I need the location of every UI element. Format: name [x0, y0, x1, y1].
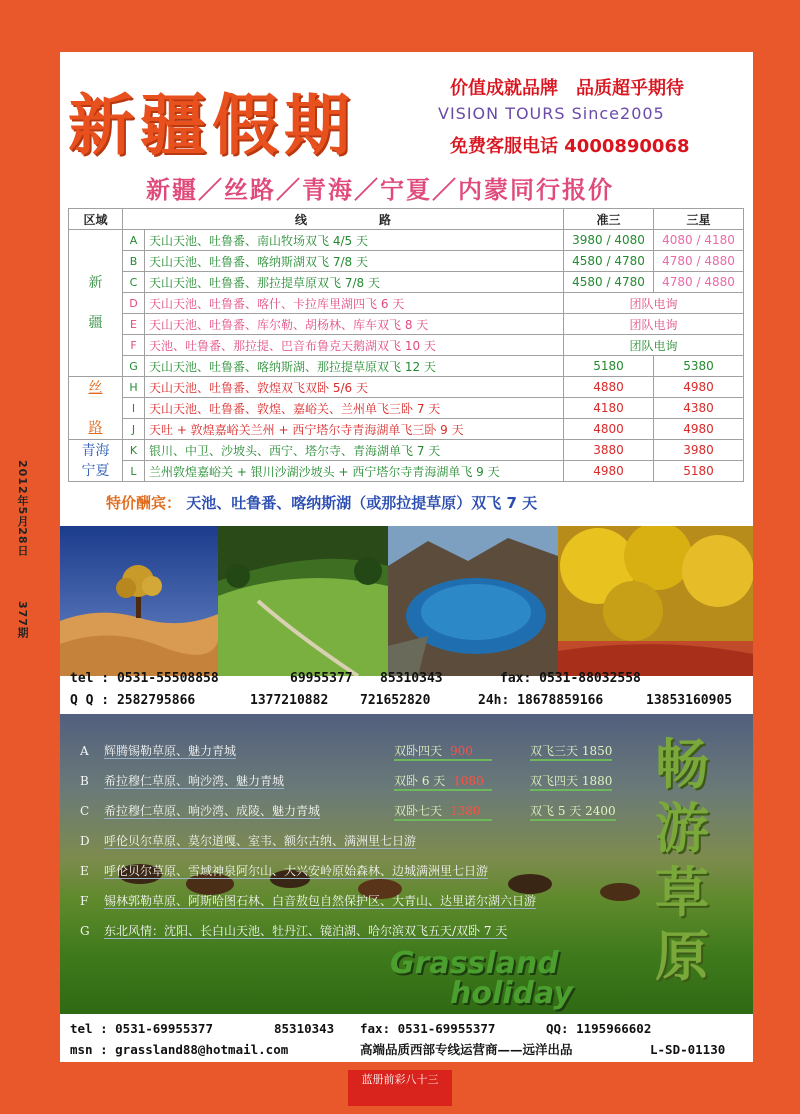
tel-5: 85310343 [274, 1021, 335, 1036]
side-issue: 377期 [16, 601, 29, 640]
price-p4: 4980 [654, 419, 744, 440]
header-route: 线 路 [123, 209, 564, 230]
price-p3: 5180 [564, 356, 654, 377]
lake-photo [388, 526, 558, 676]
table-row [69, 419, 744, 440]
price-p3: 4580 / 4780 [564, 251, 654, 272]
route-code: D [123, 293, 145, 314]
grassland-price-c: 双飞四天 1880 [530, 772, 612, 791]
price-p4: 4780 / 4880 [654, 272, 744, 293]
route-code: F [123, 335, 145, 356]
route-name: 天山天池、吐鲁番、库尔勒、胡杨林、库车双飞 8 天 [145, 314, 564, 335]
price-p3: 4980 [564, 461, 654, 482]
price-p4: 5180 [654, 461, 744, 482]
photo-strip [60, 526, 753, 676]
table-row [69, 440, 744, 461]
grassland-item [80, 922, 507, 939]
operator-note: 高端品质西部专线运营商——远洋出品 [360, 1042, 573, 1057]
grassland-item-key: C [80, 804, 90, 818]
route-name: 天山天池、吐鲁番、喀纳斯湖双飞 7/8 天 [145, 251, 564, 272]
route-name: 天吐 + 敦煌嘉峪关兰州 + 西宁塔尔寺青海湖单飞三卧 9 天 [145, 419, 564, 440]
msn: msn : grassland88@hotmail.com [70, 1042, 289, 1057]
price-merged: 团队电询 [564, 293, 744, 314]
header-region: 区域 [69, 209, 123, 230]
grassland-item-text: 希拉穆仁草原、响沙湾、成陵、魅力青城 [104, 804, 321, 818]
header [60, 52, 753, 202]
table-row [69, 272, 744, 293]
route-code: B [123, 251, 145, 272]
price-p3: 3980 / 4080 [564, 230, 654, 251]
price-type: 双卧 6 天 [394, 774, 446, 788]
qq-1: Q Q : 2582795866 [70, 693, 196, 708]
hotline: 免费客服电话 4000890068 [450, 136, 690, 157]
grassland-item-key: B [80, 774, 89, 788]
grassland-item-key: G [80, 924, 90, 938]
table-row [69, 251, 744, 272]
price-p4: 4980 [654, 377, 744, 398]
grassland-item [80, 742, 236, 759]
grassland-item-text: 锡林郭勒草原、阿斯哈图石林、白音敖包自然保护区、大青山、达里诺尔湖六日游 [104, 894, 537, 908]
table-header-row [69, 209, 744, 230]
route-code: L [123, 461, 145, 482]
qq-4: QQ: 1195966602 [546, 1021, 652, 1036]
grassland-price-a [394, 802, 492, 821]
price-p3: 3880 [564, 440, 654, 461]
license-code: L-SD-01130 [650, 1042, 726, 1057]
route-code: H [123, 377, 145, 398]
grassland-item [80, 892, 536, 909]
table-row [69, 230, 744, 251]
price-value: 1080 [453, 774, 484, 788]
grassland-item [80, 862, 488, 879]
grassland-item-text: 希拉穆仁草原、响沙湾、魅力青城 [104, 774, 285, 788]
header-p3: 准三 [564, 209, 654, 230]
table-row [69, 293, 744, 314]
price-p4: 4780 / 4880 [654, 251, 744, 272]
route-name: 天池、吐鲁番、那拉提、巴音布鲁克天鹅湖双飞 10 天 [145, 335, 564, 356]
brand-logo-text: VISION TOURS Since2005 [438, 104, 665, 123]
grassland-item-key: E [80, 864, 89, 878]
price-p4: 4080 / 4180 [654, 230, 744, 251]
grassland-item-key: F [80, 894, 89, 908]
grassland-en-2: holiday [450, 976, 573, 1011]
table-row [69, 461, 744, 482]
fax-2: fax: 0531-69955377 [360, 1021, 496, 1036]
route-name: 天山天池、吐鲁番、喀什、卡拉库里湖四飞 6 天 [145, 293, 564, 314]
table-row [69, 356, 744, 377]
route-code: K [123, 440, 145, 461]
route-code: G [123, 356, 145, 377]
region-cell: 新 疆 [69, 230, 123, 377]
route-code: A [123, 230, 145, 251]
side-date-issue [14, 460, 30, 639]
grassland-item-text: 东北风情：沈阳、长白山天池、牡丹江、镜泊湖、哈尔滨双飞五天/双卧 7 天 [104, 924, 508, 938]
tel-1: tel : 0531-55508858 [70, 671, 219, 686]
grassland-item [80, 832, 416, 849]
table-row [69, 335, 744, 356]
price-value: 900 [450, 744, 473, 758]
price-table [68, 208, 744, 482]
price-p4: 4380 [654, 398, 744, 419]
grassland-price-a [394, 742, 492, 761]
price-merged: 团队电询 [564, 314, 744, 335]
price-type: 双卧七天 [394, 804, 443, 818]
price-p3: 4800 [564, 419, 654, 440]
grassland-en-1: Grassland [390, 946, 559, 981]
route-name: 天山天池、吐鲁番、喀纳斯湖、那拉提草原双飞 12 天 [145, 356, 564, 377]
grassland-item-key: D [80, 834, 90, 848]
grassland-vertical-title: 畅游草原 [655, 732, 709, 988]
brochure-panel [60, 52, 753, 1062]
grassland-item-key: A [80, 744, 89, 758]
tel-3: 85310343 [380, 671, 443, 686]
route-name: 兰州敦煌嘉峪关 + 银川沙湖沙坡头 + 西宁塔尔寺青海湖单飞 9 天 [145, 461, 564, 482]
header-p4: 三星 [654, 209, 744, 230]
side-date: 2012年5月28日 [16, 460, 29, 557]
valley-photo [218, 526, 388, 676]
special-label: 特价酬宾： [106, 494, 182, 512]
route-name: 天山天池、吐鲁番、敦煌双飞双卧 5/6 天 [145, 377, 564, 398]
route-name: 天山天池、吐鲁番、那拉提草原双飞 7/8 天 [145, 272, 564, 293]
tel-4: tel : 0531-69955377 [70, 1021, 213, 1036]
grassland-item [80, 802, 320, 819]
special-text: 天池、吐鲁番、喀纳斯湖（或那拉提草原）双飞 7 天 [186, 494, 538, 512]
table-row [69, 314, 744, 335]
price-value: 1380 [450, 804, 481, 818]
contact2-row2 [70, 1039, 750, 1060]
route-code: I [123, 398, 145, 419]
region-cell: 青海 宁夏 [69, 440, 123, 482]
autumn-forest-photo [558, 526, 753, 676]
grassland-item-text: 辉腾锡勒草原、魅力青城 [104, 744, 237, 758]
hotline-24h-2: 13853160905 [646, 693, 733, 708]
slogan: 价值成就品牌 品质超乎期待 [450, 78, 684, 99]
route-code: C [123, 272, 145, 293]
price-p4: 3980 [654, 440, 744, 461]
route-code: J [123, 419, 145, 440]
table-row [69, 377, 744, 398]
route-name: 天山天池、吐鲁番、南山牧场双飞 4/5 天 [145, 230, 564, 251]
price-type: 双卧四天 [394, 744, 443, 758]
hotline-24h: 24h: 18678859166 [478, 693, 604, 708]
contact1-row2 [70, 690, 750, 712]
qq-2: 1377210882 [250, 693, 329, 708]
qq-3: 721652820 [360, 693, 431, 708]
special-offer [106, 492, 537, 513]
grassland-item-text: 呼伦贝尔草原、莫尔道嘎、室韦、额尔古纳、满洲里七日游 [104, 834, 417, 848]
tel-2: 69955377 [290, 671, 353, 686]
grassland-price-c: 双飞三天 1850 [530, 742, 612, 761]
grassland-price-c: 双飞 5 天 2400 [530, 802, 616, 821]
subtitle: 新疆／丝路／青海／宁夏／内蒙同行报价 [146, 176, 614, 204]
table-row [69, 398, 744, 419]
grassland-price-a [394, 772, 492, 791]
contact-block-1 [70, 668, 750, 712]
grassland-section [60, 714, 753, 1014]
region-cell: 丝 路 [69, 377, 123, 440]
price-p3: 4880 [564, 377, 654, 398]
footnote: 蓝册前彩八十三 [348, 1070, 452, 1106]
contact2-row1 [70, 1018, 750, 1039]
contact1-row1 [70, 668, 750, 690]
grassland-item [80, 772, 284, 789]
route-name: 银川、中卫、沙坡头、西宁、塔尔寺、青海湖单飞 7 天 [145, 440, 564, 461]
route-code: E [123, 314, 145, 335]
price-p4: 5380 [654, 356, 744, 377]
contact-block-2 [70, 1018, 750, 1060]
price-p3: 4580 / 4780 [564, 272, 654, 293]
fax-1: fax: 0531-88032558 [500, 671, 641, 686]
grassland-item-text: 呼伦贝尔草原、雪域神泉阿尔山、大兴安岭原始森林、边城满洲里七日游 [104, 864, 489, 878]
desert-photo [60, 526, 218, 676]
price-p3: 4180 [564, 398, 654, 419]
route-name: 天山天池、吐鲁番、敦煌、嘉峪关、兰州单飞三卧 7 天 [145, 398, 564, 419]
page-title: 新疆假期 [68, 86, 356, 164]
price-merged: 团队电询 [564, 335, 744, 356]
